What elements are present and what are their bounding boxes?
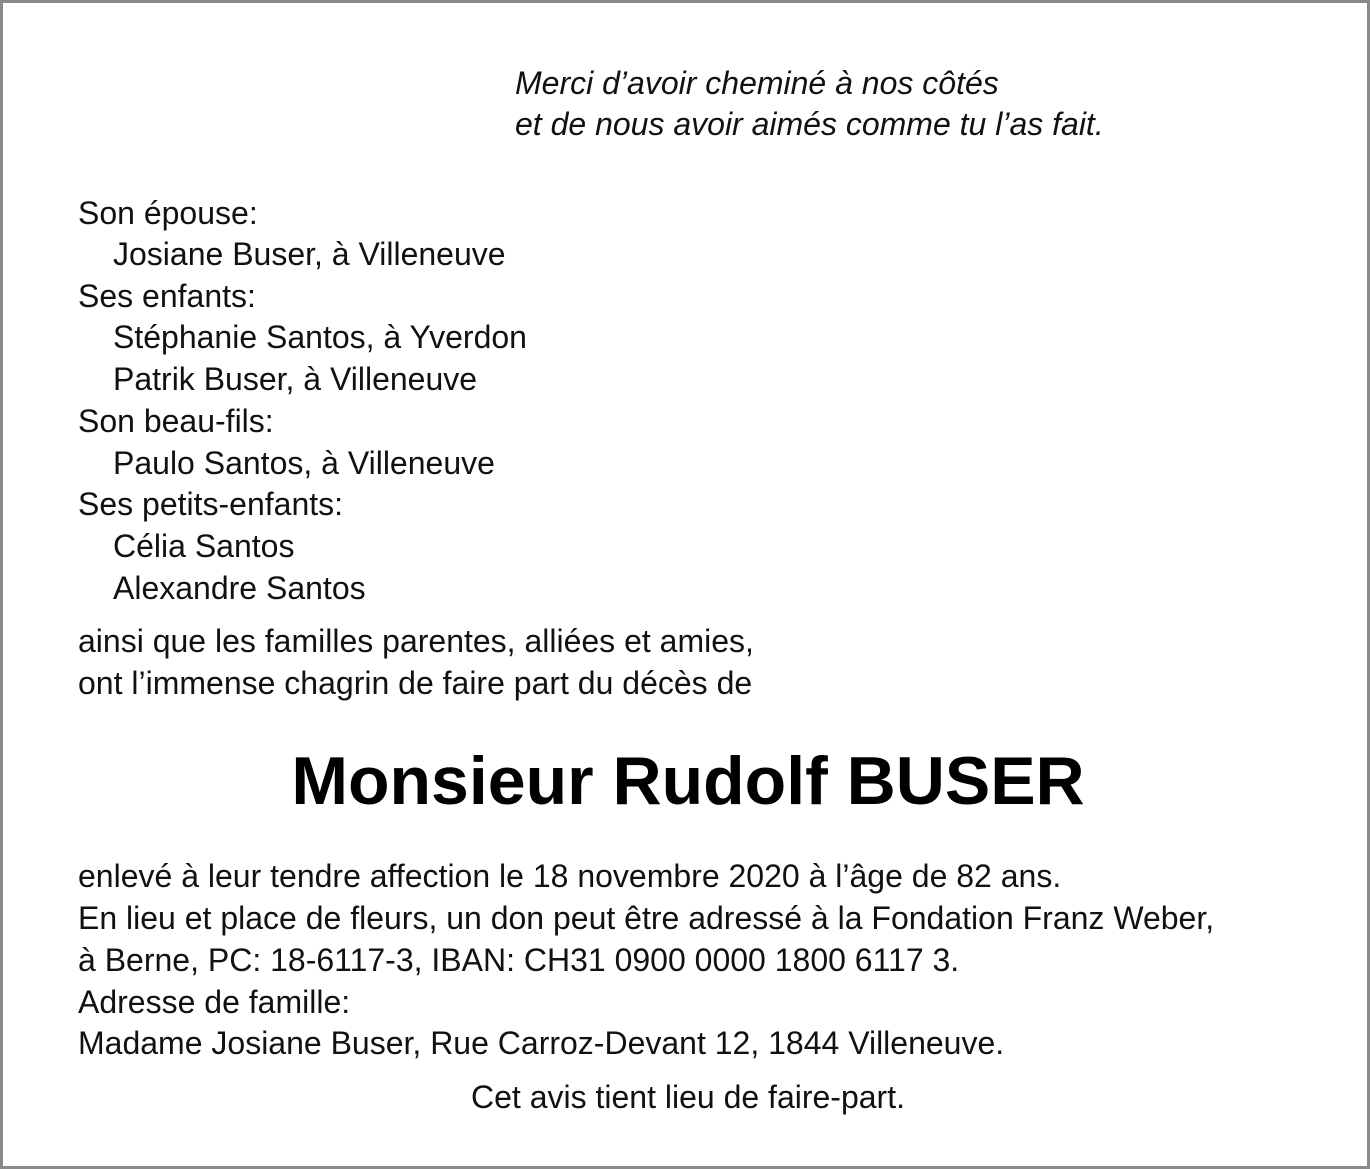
details-line-1: enlevé à leur tendre affection le 18 novembre 2020 à l’âge de 82 ans. (78, 858, 1062, 894)
details-line-3: à Berne, PC: 18-6117-3, IBAN: CH31 0900 0000 1800 6117 3. (78, 942, 960, 978)
child-name: Stéphanie Santos, à Yverdon (113, 319, 527, 355)
grandchildren-label: Ses petits-enfants: (78, 486, 344, 522)
grandchild-name: Alexandre Santos (113, 570, 366, 606)
spouse-name: Josiane Buser, à Villeneuve (113, 236, 506, 272)
grandchild-name: Célia Santos (113, 528, 295, 564)
son-in-law-label: Son beau-fils: (78, 403, 274, 439)
family-address: Madame Josiane Buser, Rue Carroz-Devant 12, 1844 Villeneuve. (78, 1025, 1005, 1061)
child-name: Patrik Buser, à Villeneuve (113, 361, 478, 397)
epigraph-line-1: Merci d’avoir cheminé à nos côtés (515, 65, 999, 101)
epigraph-line-2: et de nous avoir aimés comme tu l’as fait. (515, 106, 1104, 142)
son-in-law-name: Paulo Santos, à Villeneuve (113, 445, 495, 481)
announcement-line-1: ainsi que les familles parentes, alliées et amies, (78, 623, 754, 659)
children-label: Ses enfants: (78, 278, 256, 314)
family-address-label: Adresse de famille: (78, 984, 351, 1020)
details-line-2: En lieu et place de fleurs, un don peut être adressé à la Fondation Franz Weber, (78, 900, 1215, 936)
deceased-name: Monsieur Rudolf BUSER (291, 743, 1085, 819)
closing-note: Cet avis tient lieu de faire-part. (471, 1079, 905, 1115)
announcement-line-2: ont l’immense chagrin de faire part du décès de (78, 665, 753, 701)
spouse-label: Son épouse: (78, 195, 258, 231)
